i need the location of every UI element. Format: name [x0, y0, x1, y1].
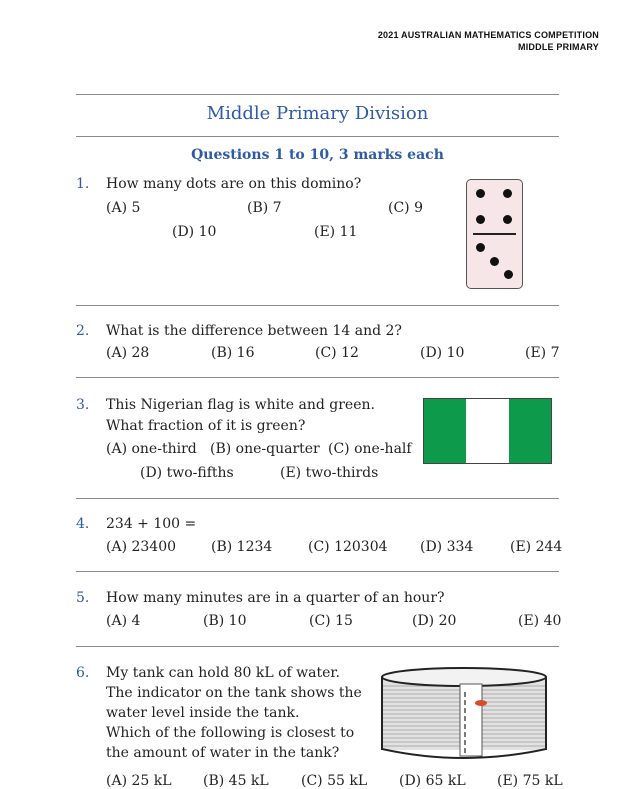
- question-text: My tank can hold 80 kL of water.: [106, 665, 341, 681]
- option-e[interactable]: (E) 40: [518, 613, 562, 629]
- question-text: How many dots are on this domino?: [106, 176, 362, 192]
- option-d[interactable]: (D) 65 kL: [399, 773, 466, 789]
- domino-dot: [476, 215, 485, 224]
- option-b[interactable]: (B) 45 kL: [203, 773, 269, 789]
- option-a[interactable]: (A) 5: [106, 200, 141, 216]
- domino-divider: [473, 233, 516, 235]
- question-text: 234 + 100 =: [106, 516, 197, 532]
- option-e[interactable]: (E) two-thirds: [280, 465, 379, 481]
- domino-dot: [476, 243, 485, 252]
- water-tank-image: [378, 664, 550, 764]
- nigerian-flag-image: [423, 398, 552, 464]
- domino-dot: [490, 257, 499, 266]
- question-number: 3.: [76, 397, 90, 413]
- question-text: Which of the following is closest to: [106, 725, 355, 741]
- divider: [76, 136, 559, 137]
- question-text: The indicator on the tank shows the: [106, 685, 362, 701]
- option-c[interactable]: (C) one-half: [328, 441, 412, 457]
- question-number: 2.: [76, 323, 90, 339]
- page-header: [378, 29, 599, 53]
- domino-dot: [503, 189, 512, 198]
- option-b[interactable]: (B) 16: [211, 345, 255, 361]
- section-title: Questions 1 to 10, 3 marks each: [191, 147, 444, 163]
- flag-green-stripe: [424, 399, 466, 463]
- option-a[interactable]: (A) 28: [106, 345, 150, 361]
- option-e[interactable]: (E) 11: [314, 224, 358, 240]
- option-c[interactable]: (C) 15: [309, 613, 353, 629]
- divider: [76, 571, 559, 572]
- domino-dot: [504, 270, 513, 279]
- option-a[interactable]: (A) 23400: [106, 539, 177, 555]
- option-b[interactable]: (B) one-quarter: [210, 441, 320, 457]
- domino-dot: [476, 189, 485, 198]
- option-d[interactable]: (D) 10: [420, 345, 465, 361]
- domino-image: [466, 179, 523, 289]
- option-c[interactable]: (C) 9: [388, 200, 423, 216]
- divider: [76, 377, 559, 378]
- option-e[interactable]: (E) 75 kL: [497, 773, 563, 789]
- question-number: 5.: [76, 590, 90, 606]
- option-d[interactable]: (D) 10: [172, 224, 217, 240]
- option-b[interactable]: (B) 10: [203, 613, 247, 629]
- question-text: What is the difference between 14 and 2?: [106, 323, 402, 339]
- option-d[interactable]: (D) 334: [420, 539, 474, 555]
- option-e[interactable]: (E) 7: [525, 345, 560, 361]
- option-a[interactable]: (A) one-third: [106, 441, 197, 457]
- question-number: 1.: [76, 176, 90, 192]
- water-level-marker: [475, 700, 487, 706]
- divider: [76, 498, 559, 499]
- divider: [76, 646, 559, 647]
- option-a[interactable]: (A) 4: [106, 613, 141, 629]
- division-title: Middle Primary Division: [206, 103, 429, 124]
- question-text: How many minutes are in a quarter of an hour?: [106, 590, 445, 606]
- option-d[interactable]: (D) 20: [412, 613, 457, 629]
- option-a[interactable]: (A) 25 kL: [106, 773, 172, 789]
- option-e[interactable]: (E) 244: [510, 539, 563, 555]
- domino-dot: [503, 215, 512, 224]
- header-competition: 2021 AUSTRALIAN MATHEMATICS COMPETITION: [377, 30, 599, 40]
- question-text: What fraction of it is green?: [106, 418, 306, 434]
- question-text: water level inside the tank.: [106, 705, 300, 721]
- header-division: MIDDLE PRIMARY: [518, 42, 599, 52]
- question-text: the amount of water in the tank?: [106, 745, 340, 761]
- question-number: 4.: [76, 516, 90, 532]
- option-c[interactable]: (C) 120304: [308, 539, 388, 555]
- tank-lid: [382, 668, 546, 686]
- question-number: 6.: [76, 665, 90, 681]
- divider: [76, 94, 559, 95]
- level-indicator: [460, 684, 482, 756]
- divider: [76, 305, 559, 306]
- option-c[interactable]: (C) 12: [315, 345, 359, 361]
- option-b[interactable]: (B) 7: [247, 200, 282, 216]
- option-c[interactable]: (C) 55 kL: [301, 773, 368, 789]
- question-text: This Nigerian flag is white and green.: [106, 397, 375, 413]
- option-d[interactable]: (D) two-fifths: [140, 465, 234, 481]
- option-b[interactable]: (B) 1234: [211, 539, 273, 555]
- flag-green-stripe: [509, 399, 551, 463]
- flag-white-stripe: [466, 399, 508, 463]
